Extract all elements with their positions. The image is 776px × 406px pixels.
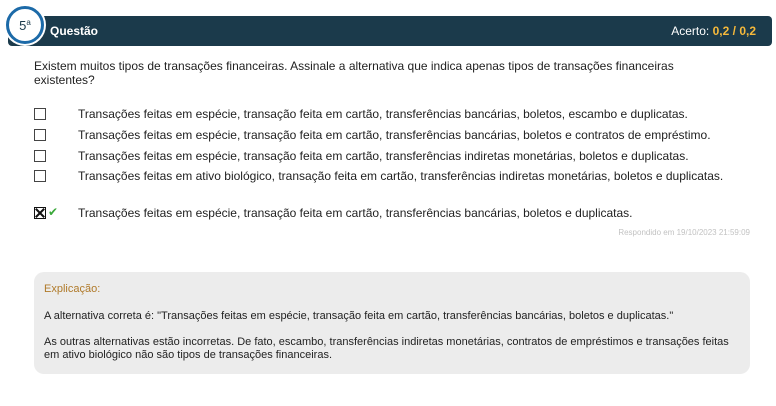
correct-check-icon: ✔	[48, 205, 59, 219]
question-number: 5	[19, 17, 27, 33]
score-label: Acerto:	[671, 24, 710, 38]
header-title: Questão	[50, 24, 99, 38]
explanation-box	[34, 272, 750, 374]
answered-timestamp: Respondido em 19/10/2023 21:59:09	[618, 228, 750, 237]
score-separator: /	[729, 24, 740, 38]
option-text: Transações feitas em espécie, transação feita em cartão, transferências bancárias, boletos e duplicatas.	[78, 206, 633, 220]
option-text: Transações feitas em espécie, transação feita em cartão, transferências indiretas monetárias, boletos e duplicatas.	[78, 149, 689, 163]
score-total: 0,2	[739, 24, 756, 38]
checkbox[interactable]	[34, 150, 46, 162]
checkbox[interactable]	[34, 108, 46, 120]
question-number-badge	[6, 6, 44, 44]
question-text: Existem muitos tipos de transações financeiras. Assinale a alternativa que indica apenas tipos de transações financeiras existentes?	[34, 59, 674, 87]
checkbox[interactable]	[34, 170, 46, 182]
option-text: Transações feitas em espécie, transação feita em cartão, transferências bancárias, boletos e contratos de empréstimo.	[78, 128, 711, 142]
checkbox[interactable]	[34, 129, 46, 141]
checkbox-checked[interactable]	[34, 207, 46, 219]
option-text: Transações feitas em espécie, transação feita em cartão, transferências bancárias, boletos, escambo e duplicatas.	[78, 107, 688, 121]
explanation-paragraph-2: As outras alternativas estão incorretas. De fato, escambo, transferências indiretas monetárias, contratos de empréstimos e transações feitas em ativo biológico não são tipos de transações financeiras.	[44, 336, 729, 361]
score	[671, 24, 756, 38]
explanation-title: Explicação:	[44, 283, 101, 295]
score-obtained: 0,2	[712, 24, 730, 38]
option-text: Transações feitas em ativo biológico, transação feita em cartão, transferências indiretas monetárias, boletos e duplicatas.	[78, 169, 724, 183]
question-header-bar	[8, 16, 772, 46]
question-number-ordinal: a	[26, 17, 31, 27]
explanation-paragraph-1: A alternativa correta é: "Transações feitas em espécie, transação feita em cartão, transferências bancárias, boletos e duplicatas."	[44, 310, 674, 322]
